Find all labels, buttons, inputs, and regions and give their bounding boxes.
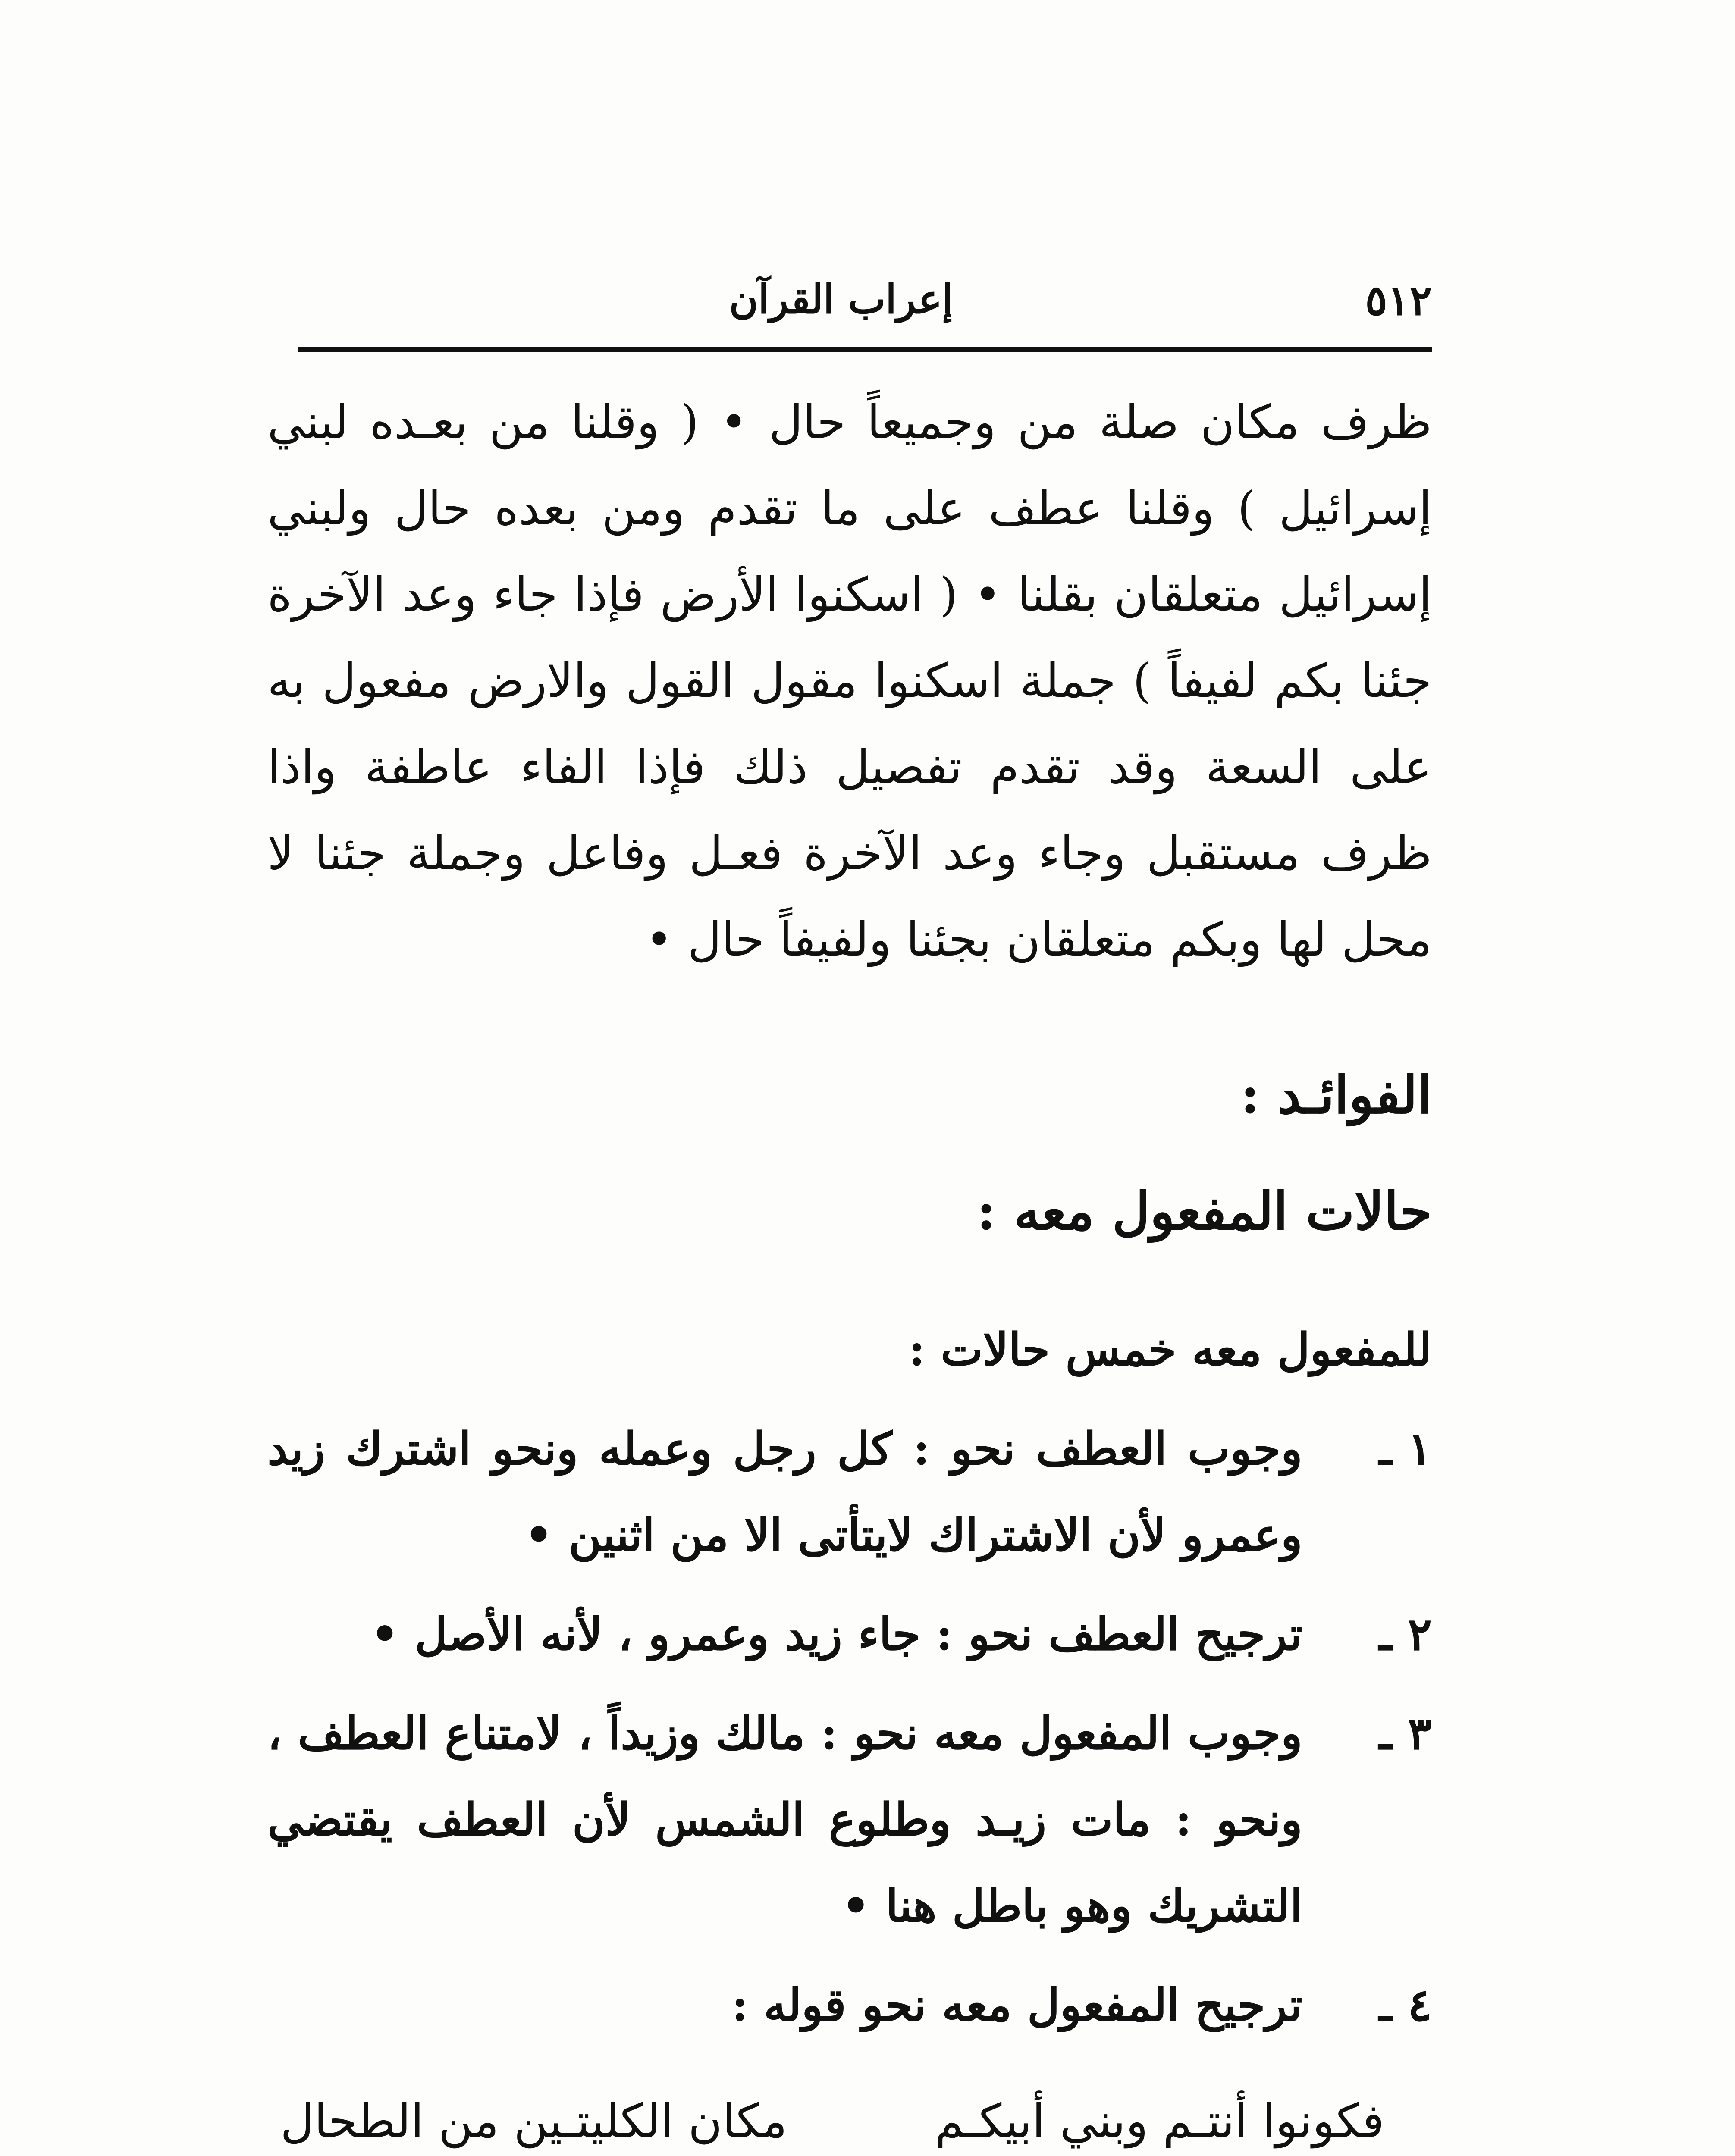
item-text: وجوب المفعول معه نحو : مالك وزيداً ، لامتناع العطف ، ونحو : مات زيـد وطلوع الشمس لأن العطف يقتضي التشريك وهو باطل هنا •	[267, 1707, 1302, 1932]
paragraph-grammar-analysis: ظرف مكان صلة من وجميعاً حال • ( وقلنا من بعـده لبني إسرائيل ) وقلنا عطف على ما تقدم ومن بعده حال ولبني إسرائيل متعلقان بقلنا • ( اسكنوا الأرض فإذا جاء وعد الآخرة جئنا بكم لفيفاً ) جملة اسكنوا مقول القول والارض مفعول به على السعة وقد تقدم تفصيل ذلك فإذا الفاء عاطفة واذا ظرف مستقبل وجاء وعد الآخرة فعـل وفاعل وجملة جئنا لا محل لها وبكم متعلقان بجئنا ولفيفاً حال •	[267, 395, 1432, 967]
verse-first-hemistich: فكونوا أنتـم وبني أبيكـم	[935, 2094, 1384, 2148]
cases-intro: للمفعول معه خمس حالات :	[908, 1323, 1432, 1376]
item-number: ٤ ـ	[1379, 1978, 1432, 2031]
item-number: ٢ ـ	[1379, 1608, 1432, 1661]
poetry-verse	[280, 2078, 1384, 2156]
item-text: ترجيح المفعول معه نحو قوله :	[731, 1978, 1302, 2031]
cases-list	[267, 1406, 1432, 2048]
heading-cases: حالات المفعول معه :	[976, 1181, 1432, 1242]
list-item	[267, 1690, 1432, 1949]
list-item	[267, 1962, 1432, 2048]
item-text: وجوب العطف نحو : كل رجل وعمله ونحو اشترك زيد وعمرو لأن الاشتراك لايتأتى الا من اثنين •	[267, 1422, 1302, 1561]
page-body	[267, 379, 1432, 2156]
list-item	[267, 1591, 1432, 1677]
book-title: إعراب القرآن	[729, 276, 953, 323]
page-number: ٥١٢	[1365, 276, 1432, 325]
list-item	[267, 1406, 1432, 1578]
verse-second-hemistich: مكان الكليتـين من الطحال	[280, 2094, 787, 2148]
heading-benefits: الفوائـد :	[1240, 1065, 1432, 1125]
header-divider	[298, 347, 1432, 352]
item-number: ٣ ـ	[1379, 1707, 1432, 1760]
page-header	[298, 259, 1432, 332]
item-number: ١ ـ	[1379, 1422, 1432, 1475]
item-text: ترجيح العطف نحو : جاء زيد وعمرو ، لأنه الأصل •	[370, 1608, 1302, 1661]
